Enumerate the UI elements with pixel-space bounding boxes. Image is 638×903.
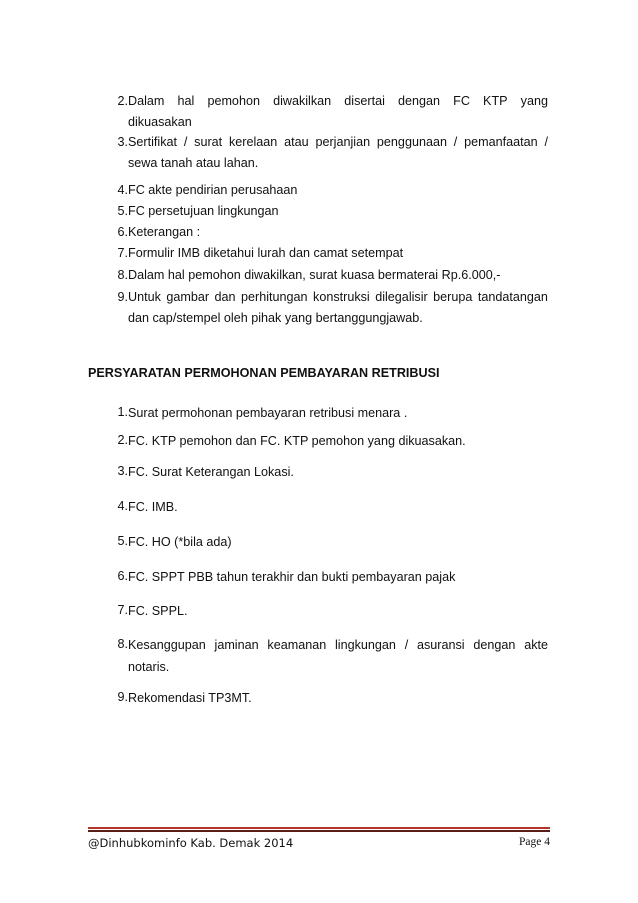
list-item-number: 7. <box>117 246 128 260</box>
list-item-line: FC. IMB. <box>128 500 178 514</box>
list-item-line: Keterangan : <box>128 225 201 239</box>
list-item-number: 6. <box>117 225 128 239</box>
list-item-line: Dalam hal pemohon diwakilkan disertai dengan FC KTP yang <box>128 94 548 108</box>
list-item-text <box>128 180 548 201</box>
list-item-line: FC persetujuan lingkungan <box>128 204 279 218</box>
list-item-text <box>128 132 548 173</box>
list-item-number: 9. <box>117 290 128 304</box>
list-item-text <box>128 243 548 264</box>
list-item-text <box>128 430 548 452</box>
list-item-text <box>128 91 548 132</box>
list-item-text <box>128 201 548 222</box>
list-item-text <box>128 687 548 709</box>
list-item-text <box>128 265 548 286</box>
list-item-number: 8. <box>117 637 128 651</box>
list-item-number: 3. <box>117 135 128 149</box>
list-item-line: notaris. <box>128 660 170 674</box>
list-item-number: 6. <box>117 569 128 583</box>
list-item-text <box>128 287 548 328</box>
list-item-number: 4. <box>117 499 128 513</box>
list-item-number: 3. <box>117 464 128 478</box>
list-item-number: 5. <box>117 204 128 218</box>
list-item-line: FC akte pendirian perusahaan <box>128 183 298 197</box>
footer-copyright: @Dinhubkominfo Kab. Demak 2014 <box>88 836 294 850</box>
list-item-text <box>128 634 548 678</box>
section-heading: PERSYARATAN PERMOHONAN PEMBAYARAN RETRIBUSI <box>88 366 440 380</box>
list-item-line: Surat permohonan pembayaran retribusi menara . <box>128 406 408 420</box>
footer-rule-top <box>88 827 550 829</box>
list-item-line: Sertifikat / surat kerelaan atau perjanjian penggunaan / pemanfaatan / <box>128 135 548 149</box>
list-item-line: dan cap/stempel oleh pihak yang bertanggungjawab. <box>128 310 423 325</box>
list-item-number: 9. <box>117 690 128 704</box>
footer-rule-bottom <box>88 830 550 832</box>
list-item-line: FC. Surat Keterangan Lokasi. <box>128 465 294 479</box>
list-item-number: 7. <box>117 603 128 617</box>
list-item-line: FC. HO (*bila ada) <box>128 535 232 549</box>
list-item-text <box>128 566 548 588</box>
list-item-line: Formulir IMB diketahui lurah dan camat setempat <box>128 246 404 260</box>
list-item-line: Rekomendasi TP3MT. <box>128 691 252 705</box>
list-item-text <box>128 600 548 622</box>
list-item-text <box>128 531 548 553</box>
list-item-text <box>128 402 548 424</box>
list-item-text <box>128 461 548 483</box>
list-item-number: 5. <box>117 534 128 548</box>
list-item-line: Kesanggupan jaminan keamanan lingkungan / asuransi dengan akte <box>128 638 548 652</box>
footer-page-number: Page 4 <box>519 836 550 848</box>
list-item-line: sewa tanah atau lahan. <box>128 155 259 170</box>
list-item-line: Untuk gambar dan perhitungan konstruksi dilegalisir berupa tandatangan <box>128 290 548 304</box>
list-item-number: 2. <box>117 94 128 108</box>
list-item-line: FC. SPPT PBB tahun terakhir dan bukti pembayaran pajak <box>128 570 456 584</box>
list-item-number: 1. <box>117 405 128 419</box>
list-item-number: 4. <box>117 183 128 197</box>
list-item-number: 2. <box>117 433 128 447</box>
list-item-number: 8. <box>117 268 128 282</box>
list-item-line: Dalam hal pemohon diwakilkan, surat kuasa bermaterai Rp.6.000,- <box>128 268 501 282</box>
list-item-line: FC. SPPL. <box>128 604 188 618</box>
list-item-line: dikuasakan <box>128 114 192 129</box>
list-item-line: FC. KTP pemohon dan FC. KTP pemohon yang dikuasakan. <box>128 434 466 448</box>
list-item-text <box>128 222 548 243</box>
list-item-text <box>128 496 548 518</box>
